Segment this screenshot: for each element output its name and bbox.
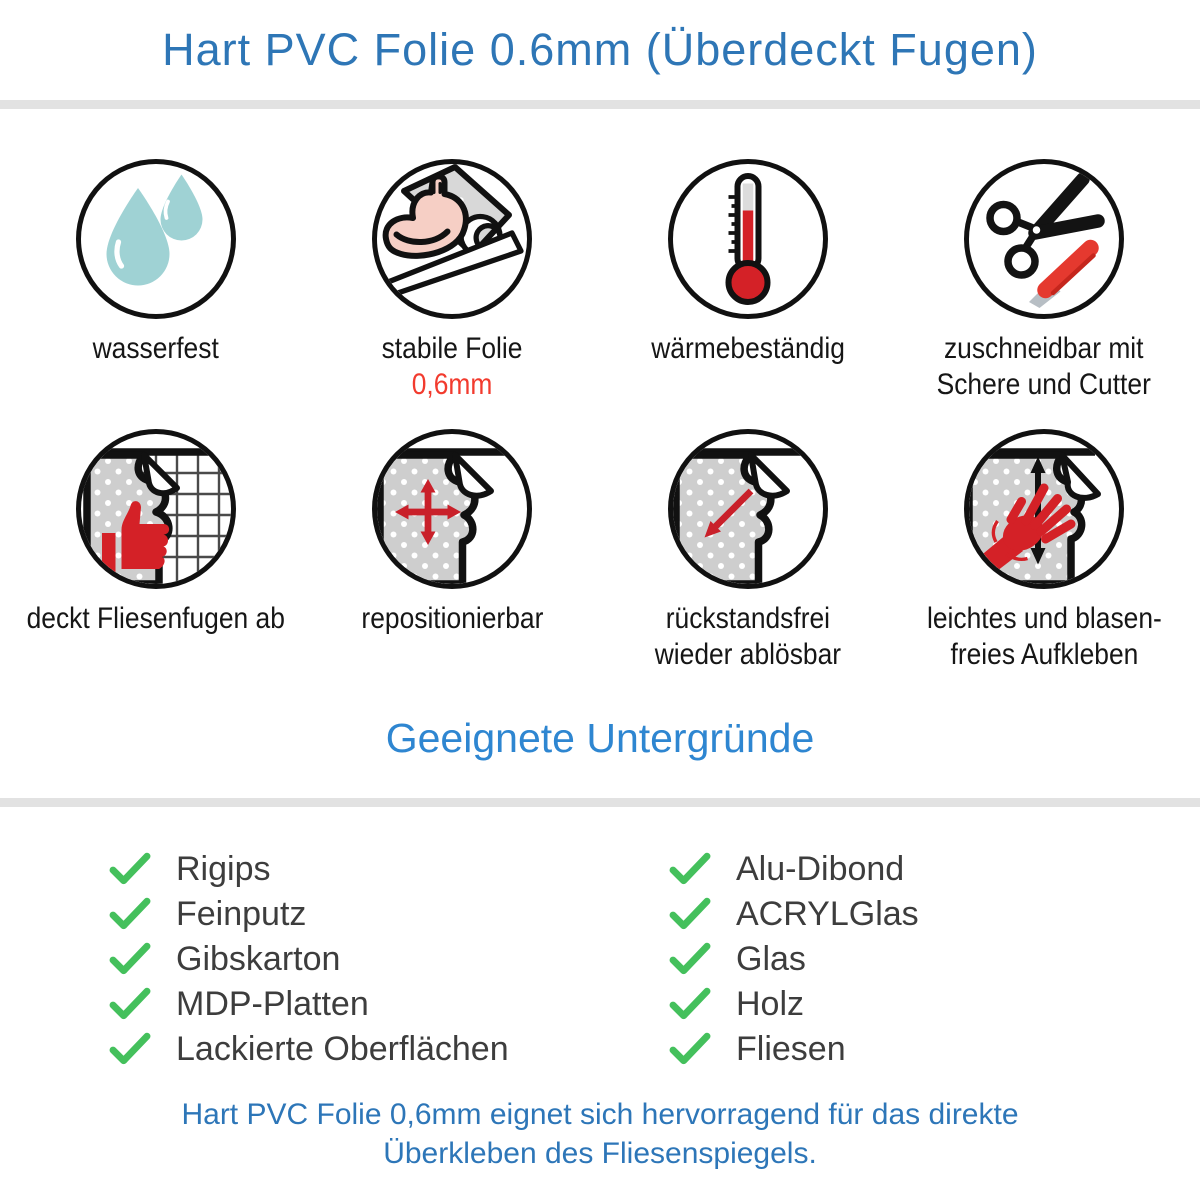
feature-label: rückstandsfrei wieder ablösbar: [654, 602, 842, 671]
list-item: Rigips: [108, 849, 668, 889]
feature-label: deckt Fliesenfugen ab: [26, 602, 286, 635]
substrate-list-left: [108, 849, 668, 1069]
feature-heat-resistant: [600, 159, 896, 403]
check-icon: [668, 852, 712, 886]
footer-line-2: Überkleben des Fliesenspiegels.: [383, 1137, 817, 1170]
check-icon: [668, 1032, 712, 1066]
thermometer-icon: [668, 159, 828, 319]
check-icon: [668, 942, 712, 976]
list-item: Lackierte Oberflächen: [108, 1029, 668, 1069]
check-icon: [108, 852, 152, 886]
check-icon: [108, 987, 152, 1021]
feature-residue-free-removable: [600, 429, 896, 673]
list-item: Gibskarton: [108, 939, 668, 979]
footer-note: [0, 1095, 1200, 1173]
scissors-and-cutter-icon: [964, 159, 1124, 319]
feature-label: leichtes und blasen- freies Aufkleben: [926, 602, 1162, 671]
list-item: ACRYLGlas: [668, 894, 919, 934]
page-title: Hart PVC Folie 0.6mm (Überdeckt Fugen): [162, 24, 1038, 75]
feature-label: repositionierbar: [361, 602, 543, 635]
feature-waterproof: [8, 159, 304, 403]
move-arrows-foil-icon: [372, 429, 532, 589]
peel-off-arrow-foil-icon: [668, 429, 828, 589]
list-item: Feinputz: [108, 894, 668, 934]
list-item: Fliesen: [668, 1029, 919, 1069]
foil-thickness-value: 0,6mm: [411, 368, 493, 401]
substrates-heading: Geeignete Untergründe: [385, 715, 815, 761]
substrate-list-right: [668, 849, 919, 1069]
feature-label: wasserfest: [92, 332, 220, 365]
check-icon: [108, 897, 152, 931]
feature-cuttable: [896, 159, 1192, 403]
thumbs-up-tile-foil-icon: [76, 429, 236, 589]
strong-arm-foil-roll-icon: [372, 159, 532, 319]
feature-grid: [0, 109, 1200, 673]
check-icon: [668, 897, 712, 931]
feature-label: wärmebeständig: [651, 332, 845, 365]
list-item: MDP-Platten: [108, 984, 668, 1024]
list-item: Alu-Dibond: [668, 849, 919, 889]
feature-bubble-free-application: [896, 429, 1192, 673]
list-item: Glas: [668, 939, 919, 979]
divider-top: [0, 100, 1200, 109]
divider-substrates: [0, 798, 1200, 807]
hand-smoothing-foil-icon: [964, 429, 1124, 589]
substrate-lists: [0, 807, 1200, 1069]
feature-repositionable: [304, 429, 600, 673]
footer-line-1: Hart PVC Folie 0,6mm eignet sich hervorragend für das direkte: [181, 1098, 1019, 1131]
feature-label: zuschneidbar mit Schere und Cutter: [936, 332, 1152, 401]
check-icon: [108, 942, 152, 976]
feature-stable-foil: [304, 159, 600, 403]
check-icon: [668, 987, 712, 1021]
check-icon: [108, 1032, 152, 1066]
feature-label: stabile Folie 0,6mm: [381, 332, 523, 401]
feature-covers-tile-joints: [8, 429, 304, 673]
water-drops-icon: [76, 159, 236, 319]
list-item: Holz: [668, 984, 919, 1024]
